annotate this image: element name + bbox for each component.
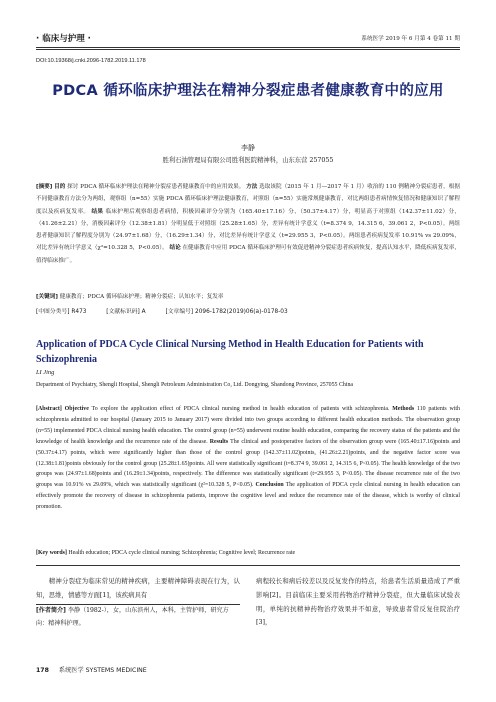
page-footer [36, 665, 147, 674]
results-en-text: The clinical and postoperative factors of the observation group were (165.40±17.16)points and (50.37±4.17) points, which were significantly higher than those of the control group (142.37±11.02)points, (41.26±2.21)points, and the negative factor score was (12.38±1.81)points obviously for the control group (25.28±1.65)points. All were statistically significant (t=8.374 9, 39.061 2, 14.315 6, P<0.05). The health knowledge of the two groups was (24.97±1.68)points and (16.29±1.34)points, respectively. The difference was statistically significant (t=29.955 3, P<0.05). The disease recurrence rate of the two groups was 10.91% vs 29.09%, which was statistically significant (χ²=10.328 5, P<0.05). [36, 438, 460, 489]
conclusion-text: 在健康教育中应用 PDCA 循环临床护理可有效促进精神分裂症患者疾病恢复，提高认知水平，降低疾病复发率，值得临床推广。 [36, 245, 460, 264]
affiliation-en: Department of Psychiatry, Shengli Hospital, Shengli Petroleum Administration Co, Ltd. Dongying, Shandong Province, 257055 China [36, 382, 354, 388]
body-paragraph-left: 精神分裂症为临床常见的精神疾病，主要精神障碍表现在行为，认知，思维，情感等方面[1]，该疾病具有 [36, 577, 240, 599]
section-label: · 临床与护理 · [36, 34, 91, 44]
abstract-en [36, 404, 460, 513]
running-header [36, 32, 460, 46]
title-en: Application of PDCA Cycle Clinical Nursing Method in Health Education for Patients with Schizophrenia [36, 339, 424, 365]
header-rule-thin [36, 49, 460, 50]
author-cn: 李静 [241, 144, 255, 152]
results-label: 结果 [91, 208, 104, 215]
doi[interactable]: DOI:10.19368/j.cnki.2096-1782.2019.11.178 [36, 58, 146, 64]
methods-en-label: Methods [392, 406, 415, 412]
objective-en-label: Objective [64, 406, 89, 412]
keywords-en-text: Health education; PDCA cycle clinical nursing; Schizophrenia; Cognitive level; Recurrence rate [68, 550, 296, 556]
author-footnote [36, 604, 240, 630]
keywords-en [36, 550, 460, 556]
affiliation-cn: 胜利石油管理局有限公司胜利医院精神科，山东东营 257055 [162, 157, 334, 164]
keywords-cn-label: [关键词] [36, 294, 58, 300]
objective-en-text: To explore the application effect of PDCA clinical nursing method in health education of patients with schizophrenia. [91, 406, 390, 412]
abstract-cn-label: [摘要] [36, 184, 53, 190]
methods-label: 方法 [246, 184, 258, 190]
footnote-text: 李静（1982-），女，山东滨州人，本科，主管护师，研究方向：精神科护理。 [36, 607, 229, 628]
body-column-left [36, 575, 240, 603]
article-number: [文章编号] 2096-1782(2019)06(a)-0178-03 [165, 309, 288, 315]
abstract-en-label: [Abstract] [36, 406, 62, 412]
footnote-label: [作者简介] [36, 607, 66, 614]
results-en-label: Results [209, 438, 229, 445]
conclusion-en-text: The application of PDCA cycle clinical nursing in health education can effectively promote the recovery of disease in schizophrenia patients, improve the cognitive level and reduce the recurrence rate of the disease, which is worthy of clinical promotion. [36, 482, 460, 511]
results-text: 临床护理后观察组患者病情，积极因素评分分别为（165.40±17.16）分，（50.37±4.17）分，明显高于对照组（142.37±11.02）分，（41.26±2.21）分，消极因素评分（12.38±1.81）分明显低于对照组（25.28±1.65）分，差异有统计学意义（t=8.374 9，14.315 6，39.061 2，P<0.05）。两组患者健康知识了解程度分别为（24.97±1.68）分，（16.29±1.34）分，对比差异有统计学意义（t=29.955 3，P<0.05）。两组患者疾病复发率 10.91% vs 29.09%，对比差异有统计学意义（χ²=10.328 5，P<0.05）。 [36, 208, 461, 252]
header-rule [36, 47, 460, 48]
conclusion-en-label: Conclusion [255, 482, 284, 489]
body-paragraph-right: 病程较长和病后较差以及反复发作的特点，给患者生活质量造成了严重影响[2]。目前临床主要采用药物治疗精神分裂症，但大量临床试验表明，单纯的抗精神药物治疗效果并不如意，导致患者常反复住院治疗[3]， [256, 577, 460, 627]
author-en: LI Jing [36, 369, 55, 376]
document-code: [文献标识码] A [106, 309, 146, 315]
objective-text: 探讨 PDCA 循环临床护理法在精神分裂症患者健康教育中的应用效果。 [67, 184, 245, 190]
journal-issue: 系统医学 2019 年 6 月第 4 卷第 11 期 [361, 36, 460, 42]
title-cn: PDCA 循环临床护理法在精神分裂症患者健康教育中的应用 [52, 83, 444, 99]
methods-text: 选取该院（2015 年 1 月—2017 年 1 月）收治的 110 例精神分裂症患者，根据不同健康教育方法分为两组，观察组（n=55）实施 PDCA 循环临床护理法健康教育，对照组（n=55）实施常规健康教育，对比两组患者病情恢复情况和健康知识了解程度以及疾病复发率。 [36, 184, 460, 215]
objective-label: 目的 [54, 184, 66, 190]
keywords-cn [36, 292, 460, 300]
conclusion-label: 结论 [169, 245, 181, 252]
methods-en-text: 110 patients with schizophrenia admitted to our hospital (January 2015 to January 2017) were divided into two groups according to different health education methods. The observation group (n=55) implemented PDCA clinical nursing health education. The control group (n=55) underwent routine health education, comparing the recovery status of the patients and the knowledge of health knowledge and the recurrence rate of the disease. [36, 406, 460, 445]
abstract-cn [36, 181, 460, 267]
keywords-en-label: [Key words] [36, 550, 67, 556]
page-number: 178 [36, 667, 49, 674]
body-column-right [256, 575, 460, 630]
footer-journal: 系统医学 SYSTEMS MEDICINE [58, 667, 147, 674]
keywords-cn-text: 健康教育；PDCA 循环临床护理；精神分裂症；认知水平；复发率 [59, 294, 224, 300]
clc-number: [中图分类号] R473 [36, 309, 87, 315]
section-rule [36, 565, 460, 566]
classification-row [36, 306, 460, 315]
